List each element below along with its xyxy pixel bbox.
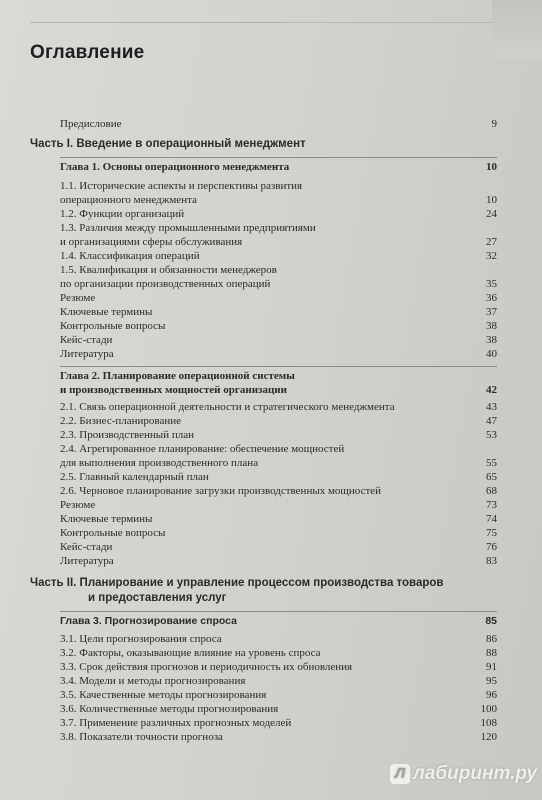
entry-title: Контрольные вопросы	[60, 527, 166, 539]
entry-page: 68	[486, 485, 497, 497]
entry-page: 88	[486, 647, 497, 659]
toc-entry	[60, 484, 497, 498]
watermark-text: лабиринт.ру	[413, 763, 538, 784]
entry-title: Литература	[60, 348, 114, 360]
toc-entry	[60, 333, 497, 347]
entry-page: 36	[486, 292, 497, 304]
toc-entry	[60, 235, 497, 249]
toc-entry	[60, 207, 497, 221]
entry-page: 27	[486, 236, 497, 248]
toc-entry	[60, 716, 497, 730]
labirint-watermark	[390, 763, 537, 787]
entry-page: 32	[486, 250, 497, 262]
toc-entry	[60, 688, 497, 702]
toc-entry-preface	[60, 117, 497, 131]
part-2-heading-cont: и предоставления услуг	[88, 592, 227, 604]
part-2-heading: Часть II. Планирование и управление процессом производства товаров	[30, 577, 444, 589]
entry-title: 2.6. Черновое планирование загрузки производственных мощностей	[60, 485, 382, 497]
entry-title: Литература	[60, 555, 114, 567]
toc-entry	[60, 400, 497, 414]
entry-page: 40	[486, 348, 497, 360]
chapter-2-heading-cont	[60, 383, 497, 397]
entry-page: 37	[486, 306, 497, 318]
chapter-page: 10	[486, 161, 497, 173]
entry-title: 2.4. Агрегированное планирование: обеспечение мощностей	[60, 443, 345, 455]
toc-entry	[60, 193, 497, 207]
entry-page: 95	[486, 675, 497, 687]
entry-page: 76	[486, 541, 497, 553]
entry-page: 10	[486, 194, 497, 206]
entry-title: 3.5. Качественные методы прогнозирования	[60, 689, 267, 701]
toc-entry	[60, 470, 497, 484]
entry-page: 53	[486, 429, 497, 441]
entry-title: 1.2. Функции организаций	[60, 208, 185, 220]
toc-entry	[60, 319, 497, 333]
toc-entry	[60, 632, 497, 646]
entry-page: 74	[486, 513, 497, 525]
entry-title: 1.4. Классификация операций	[60, 250, 200, 262]
entry-page: 91	[486, 661, 497, 673]
entry-title: 1.3. Различия между промышленными предприятиями	[60, 222, 316, 234]
entry-title: 2.1. Связь операционной деятельности и стратегического менеджмента	[60, 401, 395, 413]
entry-page: 24	[486, 208, 497, 220]
toc-entry	[60, 498, 497, 512]
toc-entry	[60, 179, 497, 193]
entry-page: 43	[486, 401, 497, 413]
entry-title: 3.3. Срок действия прогнозов и периодичность их обновления	[60, 661, 353, 673]
entry-page: 73	[486, 499, 497, 511]
entry-title-cont: операционного менеджмента	[60, 194, 197, 206]
entry-page: 120	[480, 731, 497, 743]
entry-title: Предисловие	[60, 118, 122, 130]
toc-entry	[60, 660, 497, 674]
entry-title: Кейс-стади	[60, 541, 113, 553]
entry-title: 1.1. Исторические аспекты и перспективы развития	[60, 180, 303, 192]
chapter-page: 42	[486, 384, 497, 396]
chapter-rule	[60, 611, 497, 612]
entry-page: 83	[486, 555, 497, 567]
toc-entry	[60, 646, 497, 660]
chapter-2-heading	[60, 369, 497, 383]
toc-entry	[60, 540, 497, 554]
toc-entry	[60, 512, 497, 526]
entry-page: 38	[486, 334, 497, 346]
entry-title: Контрольные вопросы	[60, 320, 166, 332]
entry-title: 2.2. Бизнес-планирование	[60, 415, 182, 427]
chapter-1-heading	[60, 160, 497, 174]
entry-title: 3.2. Факторы, оказывающие влияние на уровень спроса	[60, 647, 321, 659]
entry-page: 96	[486, 689, 497, 701]
entry-page: 65	[486, 471, 497, 483]
chapter-page: 85	[485, 615, 497, 627]
toc-entry	[60, 526, 497, 540]
entry-title: 3.6. Количественные методы прогнозирования	[60, 703, 279, 715]
entry-title: 3.7. Применение различных прогнозных моделей	[60, 717, 292, 729]
labirint-logo-icon: Л	[390, 764, 410, 784]
chapter-title: Глава 2. Планирование операционной системы	[60, 370, 295, 382]
entry-title: Резюме	[60, 292, 96, 304]
toc-entry	[60, 221, 497, 235]
toc-entry	[60, 554, 497, 568]
toc-entry	[60, 702, 497, 716]
entry-page: 9	[491, 118, 497, 130]
chapter-title: Глава 3. Прогнозирование спроса	[60, 615, 237, 627]
toc-entry	[60, 456, 497, 470]
entry-title-cont: для выполнения производственного плана	[60, 457, 259, 469]
toc-entry	[60, 305, 497, 319]
page-top-rule	[30, 0, 500, 23]
entry-title: Резюме	[60, 499, 96, 511]
toc-entry	[60, 674, 497, 688]
toc-entry	[60, 414, 497, 428]
entry-page: 108	[480, 717, 497, 729]
toc-entry	[60, 428, 497, 442]
toc-entry	[60, 347, 497, 361]
entry-title: 1.5. Квалификация и обязанности менеджеров	[60, 264, 277, 276]
entry-title: 3.8. Показатели точности прогноза	[60, 731, 223, 743]
entry-title: 2.3. Производственный план	[60, 429, 194, 441]
entry-page: 47	[486, 415, 497, 427]
entry-page: 35	[486, 278, 497, 290]
chapter-title-cont: и производственных мощностей организации	[60, 384, 287, 396]
chapter-title: Глава 1. Основы операционного менеджмента	[60, 161, 290, 173]
toc-entry	[60, 291, 497, 305]
entry-title: 3.1. Цели прогнозирования спроса	[60, 633, 222, 645]
toc-entry	[60, 249, 497, 263]
toc-entry	[60, 263, 497, 277]
entry-title: Ключевые термины	[60, 513, 153, 525]
entry-title: 3.4. Модели и методы прогнозирования	[60, 675, 246, 687]
chapter-rule	[60, 157, 497, 158]
toc-entry	[60, 442, 497, 456]
toc-entry	[60, 277, 497, 291]
chapter-rule	[60, 366, 497, 367]
entry-page: 100	[480, 703, 497, 715]
entry-page: 75	[486, 527, 497, 539]
toc-entry	[60, 730, 497, 744]
chapter-3-heading	[60, 614, 497, 628]
entry-title: 2.5. Главный календарный план	[60, 471, 209, 483]
entry-title: Кейс-стади	[60, 334, 113, 346]
page-corner-shadow	[492, 0, 542, 60]
entry-page: 55	[486, 457, 497, 469]
entry-title-cont: и организациями сферы обслуживания	[60, 236, 243, 248]
page-title: Оглавление	[30, 42, 145, 63]
entry-page: 86	[486, 633, 497, 645]
part-1-heading: Часть I. Введение в операционный менеджмент	[30, 138, 306, 150]
entry-page: 38	[486, 320, 497, 332]
entry-title-cont: по организации производственных операций	[60, 278, 271, 290]
entry-title: Ключевые термины	[60, 306, 153, 318]
